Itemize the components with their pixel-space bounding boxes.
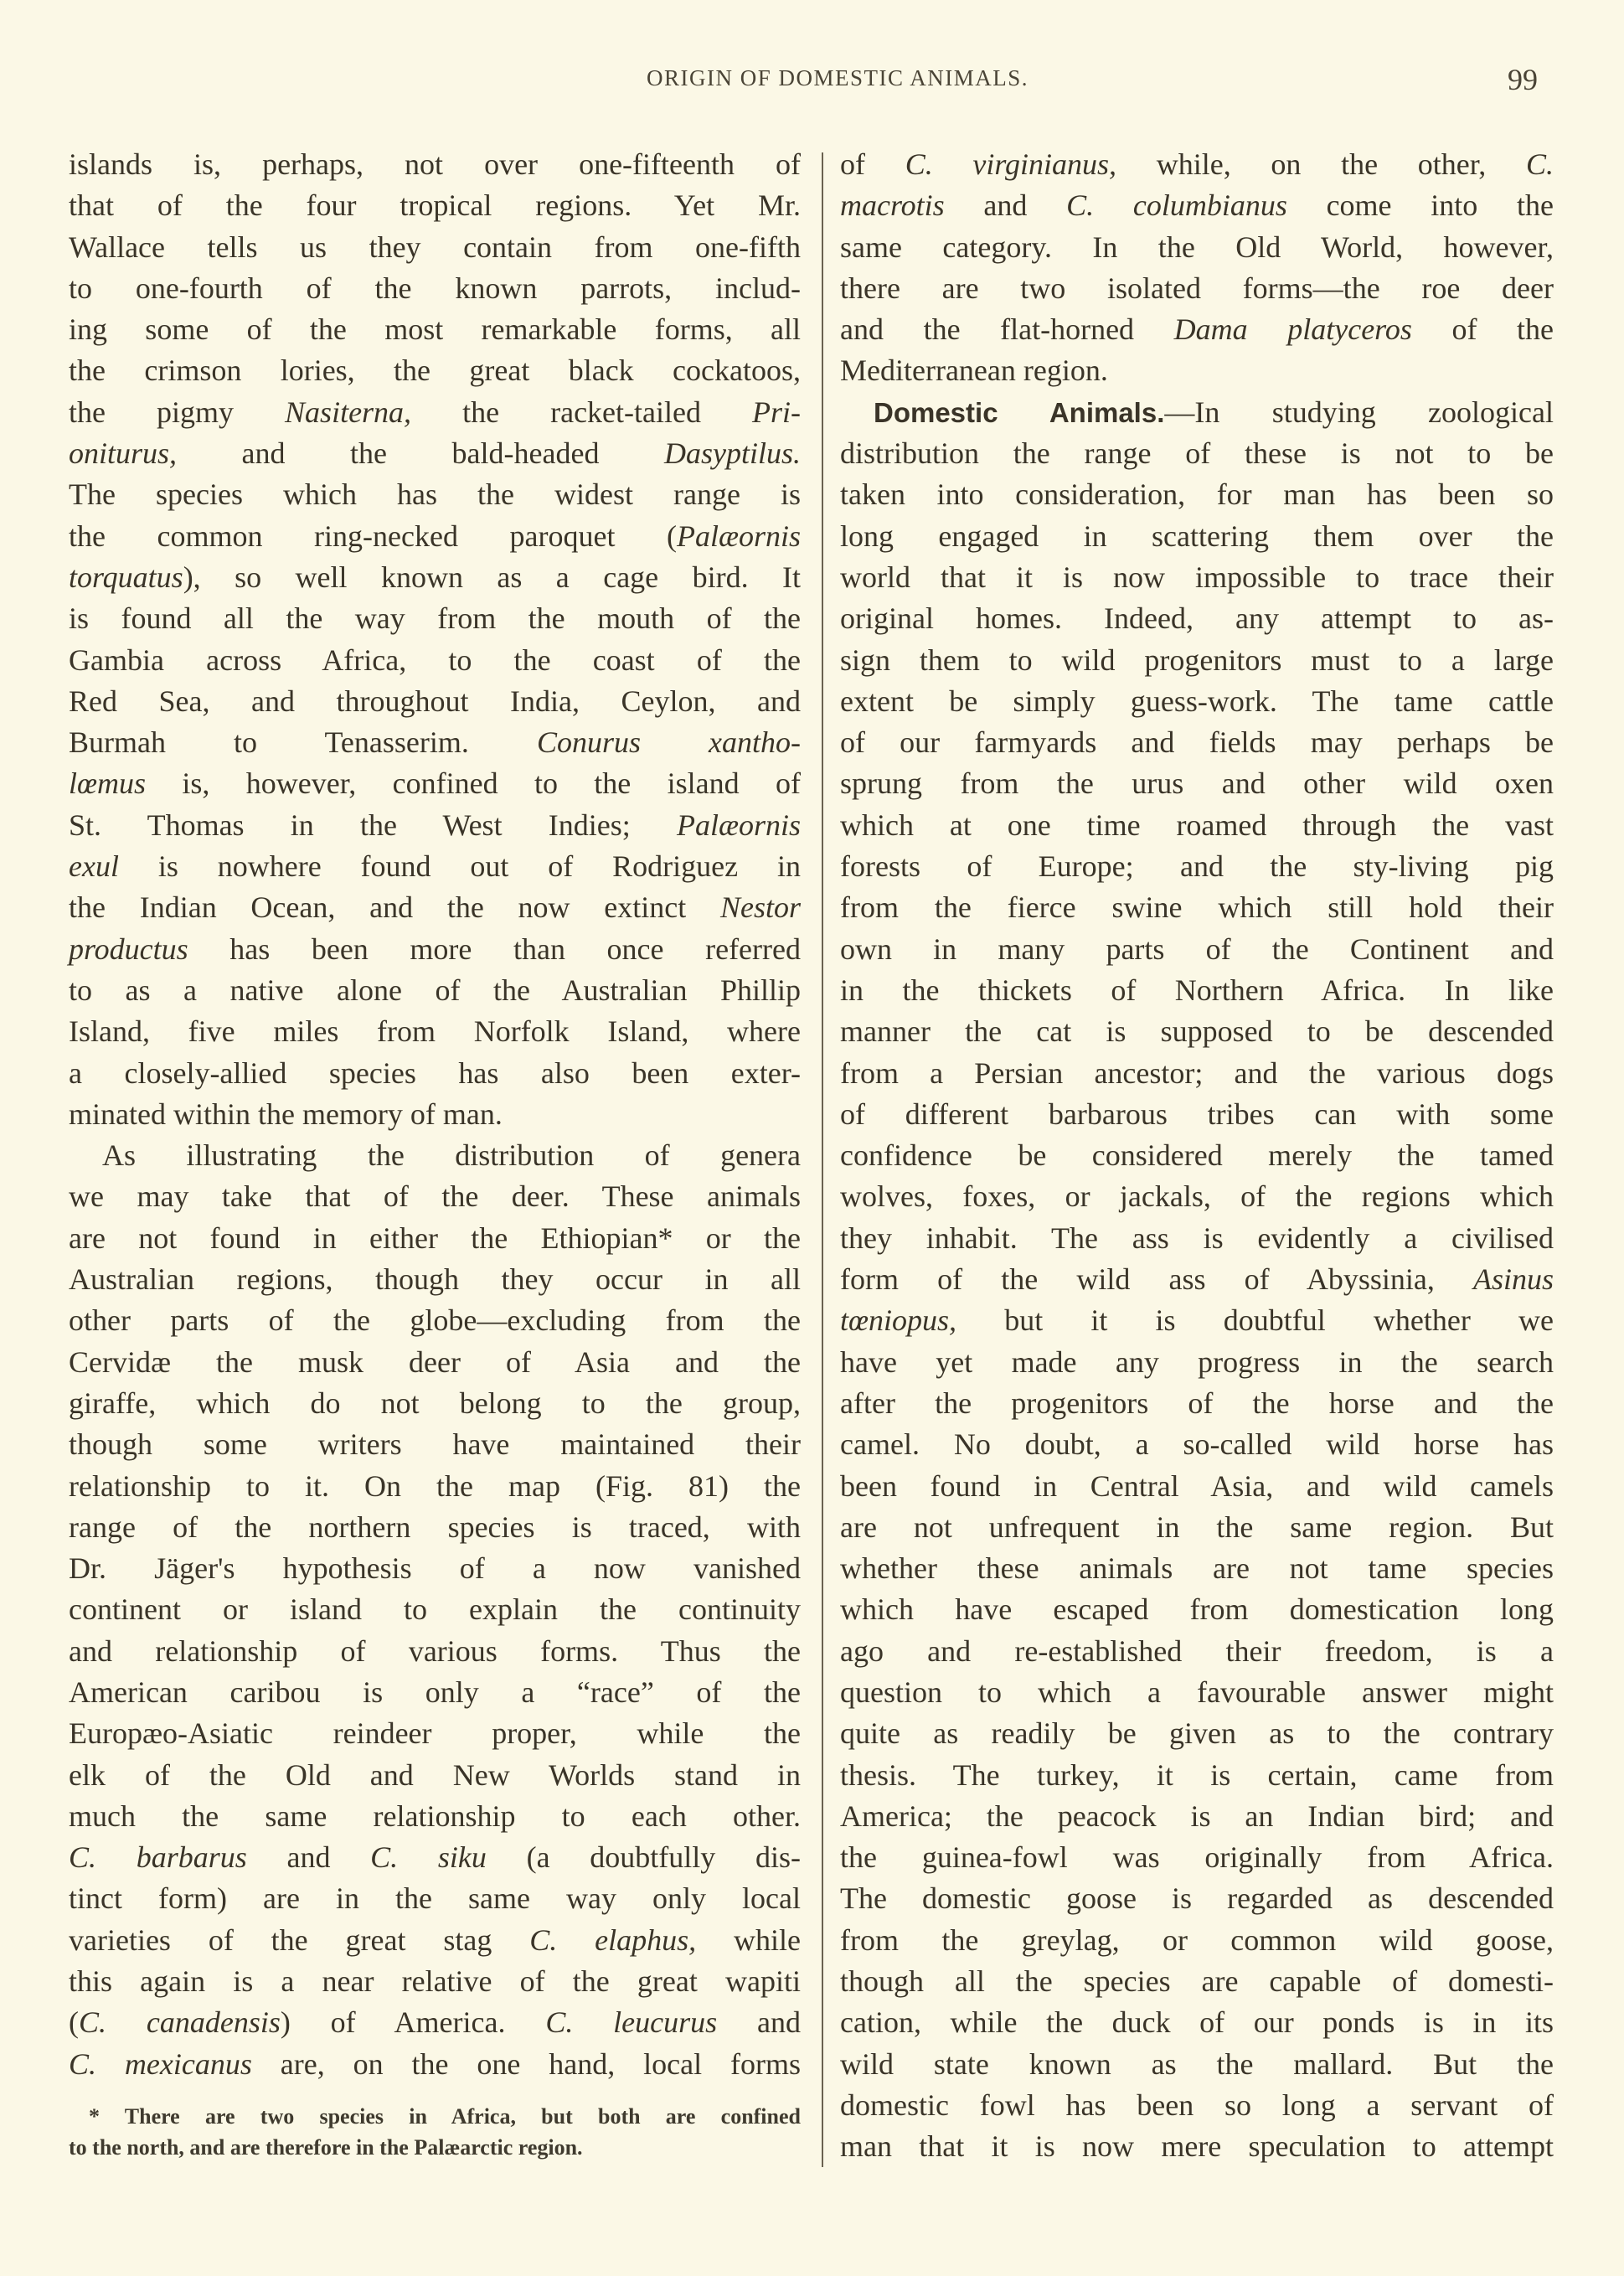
text-line: Burmah to Tenasserim. Conurus xantho- — [69, 725, 801, 760]
text-line: tœniopus, but it is doubtful whether we — [840, 1303, 1554, 1338]
text-line: of C. virginianus, while, on the other, C. — [840, 147, 1554, 181]
text-line: camel. No doubt, a so-called wild horse has — [840, 1427, 1554, 1462]
column-divider — [822, 152, 823, 2167]
footnote-line: * There are two species in Africa, but both are confined — [89, 2104, 801, 2129]
running-head — [0, 65, 1624, 99]
text-line: cation, while the duck of our ponds is in its — [840, 2005, 1554, 2040]
text-line: St. Thomas in the West Indies; Palæornis — [69, 808, 801, 842]
text-line: form of the wild ass of Abyssinia, Asinus — [840, 1262, 1554, 1297]
text-line: taken into consideration, for man has been so — [840, 477, 1554, 512]
text-line: quite as readily be given as to the contrary — [840, 1716, 1554, 1751]
text-line: to as a native alone of the Australian Phillip — [69, 973, 801, 1007]
text-line: from the greylag, or common wild goose, — [840, 1922, 1554, 1957]
text-line: this again is a near relative of the great wapiti — [69, 1964, 801, 1999]
text-line: wild state known as the mallard. But the — [840, 2046, 1554, 2081]
text-line: though some writers have maintained their — [69, 1427, 801, 1462]
text-line: world that it is now impossible to trace their — [840, 560, 1554, 594]
text-line: giraffe, which do not belong to the group, — [69, 1386, 801, 1420]
text-line: (C. canadensis) of America. C. leucurus and — [69, 2005, 801, 2040]
text-line: and the flat-horned Dama platyceros of the — [840, 312, 1554, 347]
text-line: C. barbarus and C. siku (a doubtfully dis- — [69, 1840, 801, 1875]
text-line: that of the four tropical regions. Yet Mr. — [69, 188, 801, 223]
text-line: American caribou is only a “race” of the — [69, 1675, 801, 1709]
text-line: are not found in either the Ethiopian* or the — [69, 1221, 801, 1255]
text-line: oniturus, and the bald-headed Dasyptilus. — [69, 436, 801, 471]
text-line: of different barbarous tribes can with some — [840, 1097, 1554, 1131]
text-line: Cervidæ the musk deer of Asia and the — [69, 1344, 801, 1379]
text-line: productus has been more than once referred — [69, 932, 801, 966]
text-line: is found all the way from the mouth of the — [69, 601, 801, 636]
footnote-line: to the north, and are therefore in the Palæarctic region. — [69, 2135, 583, 2160]
text-line: tinct form) are in the same way only local — [69, 1881, 801, 1916]
text-line: manner the cat is supposed to be descended — [840, 1014, 1554, 1049]
text-line: the crimson lories, the great black cockatoos, — [69, 354, 801, 388]
text-line: islands is, perhaps, not over one-fifteenth of — [69, 147, 801, 181]
text-line: much the same relationship to each other. — [69, 1799, 801, 1833]
text-line: the guinea-fowl was originally from Africa. — [840, 1840, 1554, 1875]
text-line: elk of the Old and New Worlds stand in — [69, 1757, 801, 1792]
text-line: man that it is now mere speculation to attempt — [840, 2129, 1554, 2164]
text-line: of our farmyards and fields may perhaps be — [840, 725, 1554, 760]
text-line: Island, five miles from Norfolk Island, where — [69, 1014, 801, 1049]
text-line: torquatus), so well known as a cage bird. It — [69, 560, 801, 594]
text-line: the Indian Ocean, and the now extinct Nestor — [69, 890, 801, 925]
text-line: C. mexicanus are, on the one hand, local forms — [69, 2046, 801, 2081]
text-line: a closely-allied species has also been exter- — [69, 1055, 801, 1090]
text-line: whether these animals are not tame species — [840, 1551, 1554, 1586]
text-line: Wallace tells us they contain from one-fifth — [69, 230, 801, 264]
text-line: in the thickets of Northern Africa. In like — [840, 973, 1554, 1007]
text-line: which have escaped from domestication long — [840, 1592, 1554, 1627]
running-title: ORIGIN OF DOMESTIC ANIMALS. — [646, 65, 1029, 90]
text-line: though all the species are capable of domesti- — [840, 1964, 1554, 1999]
text-line: domestic fowl has been so long a servant of — [840, 2088, 1554, 2122]
text-line: Red Sea, and throughout India, Ceylon, and — [69, 684, 801, 718]
text-line: there are two isolated forms—the roe deer — [840, 271, 1554, 305]
text-line: America; the peacock is an Indian bird; and — [840, 1799, 1554, 1833]
text-line: Australian regions, though they occur in all — [69, 1262, 801, 1297]
page-number: 99 — [1508, 63, 1538, 96]
text-line: same category. In the Old World, however, — [840, 230, 1554, 264]
text-line: long engaged in scattering them over the — [840, 519, 1554, 553]
text-line: relationship to it. On the map (Fig. 81) the — [69, 1468, 801, 1503]
text-line: sprung from the urus and other wild oxen — [840, 766, 1554, 801]
text-line: Europæo-Asiatic reindeer proper, while the — [69, 1716, 801, 1751]
text-line: after the progenitors of the horse and the — [840, 1386, 1554, 1420]
text-line: are not unfrequent in the same region. But — [840, 1510, 1554, 1544]
text-line: and relationship of various forms. Thus the — [69, 1633, 801, 1668]
text-line: minated within the memory of man. — [69, 1097, 503, 1131]
text-line: Dr. Jäger's hypothesis of a now vanished — [69, 1551, 801, 1586]
text-line: the pigmy Nasiterna, the racket-tailed Pri- — [69, 395, 802, 429]
text-line: we may take that of the deer. These animals — [69, 1179, 801, 1214]
text-line: ago and re-established their freedom, is a — [840, 1633, 1554, 1668]
left-column — [69, 144, 801, 2085]
text-line: which at one time roamed through the vast — [840, 808, 1554, 842]
text-line: to one-fourth of the known parrots, includ- — [69, 271, 801, 305]
footnote — [69, 2101, 801, 2163]
text-line: exul is nowhere found out of Rodriguez in — [69, 849, 801, 884]
text-line: sign them to wild progenitors must to a large — [840, 643, 1554, 677]
text-line: range of the northern species is traced, with — [69, 1510, 801, 1544]
text-line: confidence be considered merely the tamed — [840, 1138, 1554, 1173]
text-line: the common ring-necked paroquet (Palæornis — [69, 519, 801, 553]
text-line: Gambia across Africa, to the coast of the — [69, 643, 801, 677]
text-line: wolves, foxes, or jackals, of the regions which — [840, 1179, 1554, 1214]
text-line: macrotis and C. columbianus come into the — [840, 188, 1554, 223]
text-line: The domestic goose is regarded as descended — [840, 1881, 1554, 1916]
text-line: extent be simply guess-work. The tame cattle — [840, 684, 1554, 718]
text-line: The species which has the widest range is — [69, 477, 801, 512]
text-line: distribution the range of these is not to be — [840, 436, 1554, 471]
text-line: from a Persian ancestor; and the various dogs — [840, 1055, 1554, 1090]
text-line: As illustrating the distribution of genera — [102, 1138, 801, 1173]
right-column — [840, 144, 1554, 2168]
text-line: from the fierce swine which still hold their — [840, 890, 1554, 925]
text-line: lœmus is, however, confined to the island of — [69, 766, 801, 801]
text-line: thesis. The turkey, it is certain, came from — [840, 1757, 1554, 1792]
text-line: own in many parts of the Continent and — [840, 932, 1554, 966]
text-line: original homes. Indeed, any attempt to as- — [840, 601, 1554, 636]
text-line: Domestic Animals.—In studying zoological — [874, 395, 1554, 429]
text-line: been found in Central Asia, and wild camels — [840, 1468, 1554, 1503]
text-line: continent or island to explain the continuity — [69, 1592, 801, 1627]
text-line: question to which a favourable answer might — [840, 1675, 1554, 1709]
text-line: other parts of the globe—excluding from the — [69, 1303, 801, 1338]
text-line: varieties of the great stag C. elaphus, while — [69, 1922, 801, 1957]
text-line: have yet made any progress in the search — [840, 1344, 1554, 1379]
text-line: ing some of the most remarkable forms, all — [69, 312, 801, 347]
text-line: they inhabit. The ass is evidently a civilised — [840, 1221, 1554, 1255]
text-line: Mediterranean region. — [840, 354, 1108, 388]
text-line: forests of Europe; and the sty-living pig — [840, 849, 1554, 884]
